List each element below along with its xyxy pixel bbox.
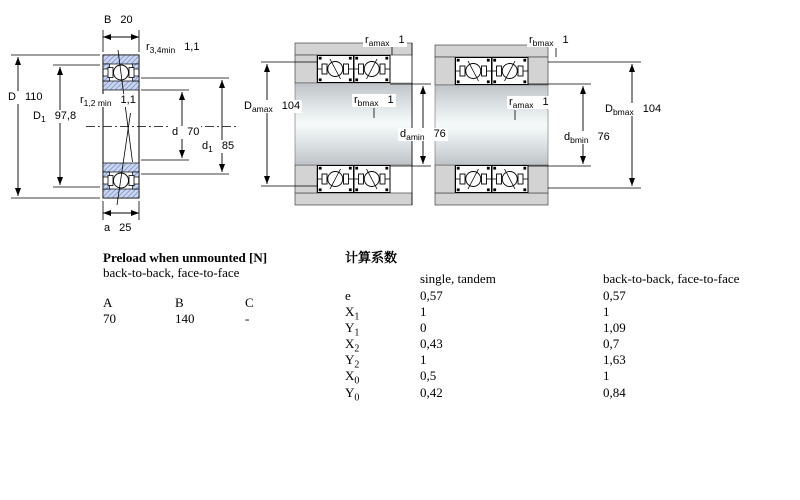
preload-title: Preload when unmounted [N]: [103, 250, 268, 265]
preload-col-B: B: [175, 295, 184, 310]
preload-val-A: 70: [103, 311, 116, 326]
factors-row-X1: $X_1$ 1 1: [345, 304, 610, 323]
dim-damin-label: $d_{amin}$ 76: [400, 128, 446, 143]
factors-title: 计算系数: [345, 250, 398, 265]
dim-D-label: D 110: [8, 91, 43, 103]
dim-rbmax-b-label: $r_{bmax}$ 1: [529, 34, 569, 49]
preload-val-B: 140: [175, 311, 195, 326]
dim-Dbmax-label: $D_{bmax}$ 104: [605, 103, 662, 118]
preload-col-A: A: [103, 295, 113, 310]
factors-col2-header: back-to-back, face-to-face: [603, 271, 740, 286]
preload-col-C: C: [245, 295, 254, 310]
factors-row-X2: $X_2$ 0,43 0,7: [345, 336, 620, 355]
factors-row-Y2: $Y_2$ 1 1,63: [345, 352, 626, 371]
dim-r34-label: $r_{3,4min}$ 1,1: [146, 41, 200, 56]
duplex-arrangement-a-figure: [261, 43, 431, 205]
factors-row-e: e 0,57 0,57: [345, 288, 626, 303]
factors-row-Y1: $Y_1$ 0 1,09: [345, 320, 626, 339]
factors-col1-header: single, tandem: [420, 271, 496, 286]
dim-r12-label: $r_{1,2 min}$ 1,1: [80, 94, 136, 109]
duplex-arrangement-b-figure: [435, 45, 641, 205]
dim-rbmax-a-label: $r_{bmax}$ 1: [354, 94, 394, 109]
preload-val-C: -: [245, 311, 250, 326]
factors-row-Y0: $Y_0$ 0,42 0,84: [345, 385, 626, 404]
factors-row-X0: $X_0$ 0,5 1: [345, 368, 610, 387]
dim-D1-label: $D_1$ 97,8: [33, 110, 77, 125]
preload-subtitle: back-to-back, face-to-face: [103, 265, 240, 280]
bearing-cross-section-figure: [11, 30, 236, 220]
dim-ramax-a-label: $r_{amax}$ 1: [365, 34, 405, 49]
dim-Damax-label: $D_{amax}$ 104: [244, 100, 301, 115]
dim-dbmin-label: $d_{bmin}$ 76: [564, 131, 610, 146]
dim-B-label: B 20: [104, 14, 133, 26]
factors-table: [345, 288, 785, 408]
dim-d-label: d 70: [172, 126, 200, 138]
dim-ramax-b-label: $r_{amax}$ 1: [509, 96, 549, 111]
dim-a-label: a 25: [104, 222, 132, 234]
dim-d1-label: $d_1$ 85: [202, 140, 235, 155]
